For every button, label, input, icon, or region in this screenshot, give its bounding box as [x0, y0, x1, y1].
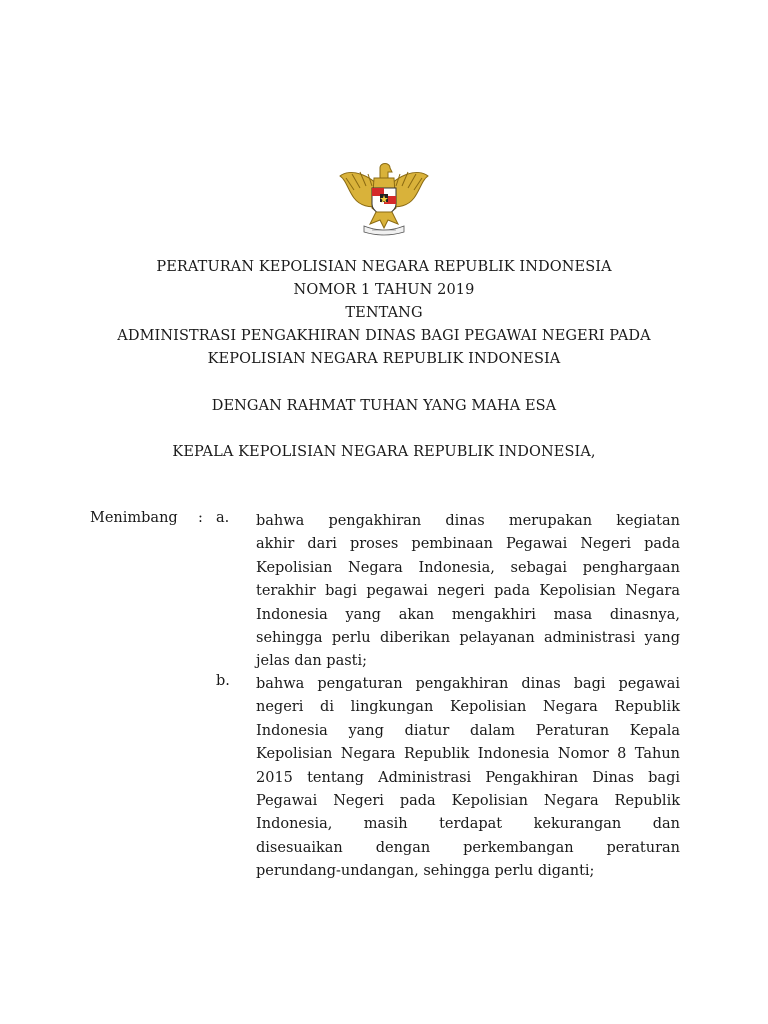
regulation-number: NOMOR 1 TAHUN 2019 — [293, 282, 475, 298]
regulation-title-block — [0, 256, 768, 371]
regulation-subject-line-1: ADMINISTRASI PENGAKHIRAN DINAS BAGI PEGAWAI NEGERI PADA — [117, 328, 651, 344]
item-line: bahwa pengaturan pengakhiran dinas bagi pegawai — [256, 676, 680, 692]
item-line: 2015 tentang Administrasi Pengakhiran Dinas bagi — [256, 769, 680, 786]
item-line: jelas dan pasti; — [256, 653, 368, 670]
regulation-title: PERATURAN KEPOLISIAN NEGARA REPUBLIK INDONESIA — [156, 259, 612, 275]
item-line: Indonesia yang diatur dalam Peraturan Kepala — [256, 722, 680, 739]
item-line: Kepolisian Negara Indonesia, sebagai penghargaan — [256, 559, 680, 576]
item-line: terakhir bagi pegawai negeri pada Kepolisian Negara — [256, 583, 680, 600]
item-line: negeri di lingkungan Kepolisian Negara Republik — [256, 699, 680, 716]
menimbang-colon: : — [198, 510, 203, 526]
kepala-line: KEPALA KEPOLISIAN NEGARA REPUBLIK INDONESIA, — [172, 444, 596, 460]
item-line: Indonesia yang akan mengakhiri masa dinasnya, — [256, 606, 680, 623]
item-letter: b. — [216, 673, 230, 689]
item-line: Pegawai Negeri pada Kepolisian Negara Republik — [256, 792, 680, 809]
item-line: Indonesia, masih terdapat kekurangan dan — [256, 816, 680, 833]
regulation-tentang: TENTANG — [345, 305, 423, 321]
item-line: Kepolisian Negara Republik Indonesia Nomor 8 Tahun — [256, 746, 680, 763]
rahmat-line: DENGAN RAHMAT TUHAN YANG MAHA ESA — [211, 398, 557, 414]
item-line: sehingga perlu diberikan pelayanan administrasi yang — [256, 629, 680, 646]
item-line: disesuaikan dengan perkembangan peraturan — [256, 839, 680, 856]
garuda-emblem-icon — [336, 160, 432, 238]
item-letter: a. — [216, 510, 230, 526]
item-text — [256, 673, 680, 884]
item-line: perundang-undangan, sehingga perlu diganti; — [256, 863, 595, 880]
item-text — [256, 510, 680, 674]
menimbang-label: Menimbang — [90, 510, 178, 526]
item-line: bahwa pengakhiran dinas merupakan kegiatan — [256, 513, 680, 529]
regulation-subject-line-2: KEPOLISIAN NEGARA REPUBLIK INDONESIA — [207, 351, 561, 367]
item-line: akhir dari proses pembinaan Pegawai Negeri pada — [256, 536, 680, 553]
